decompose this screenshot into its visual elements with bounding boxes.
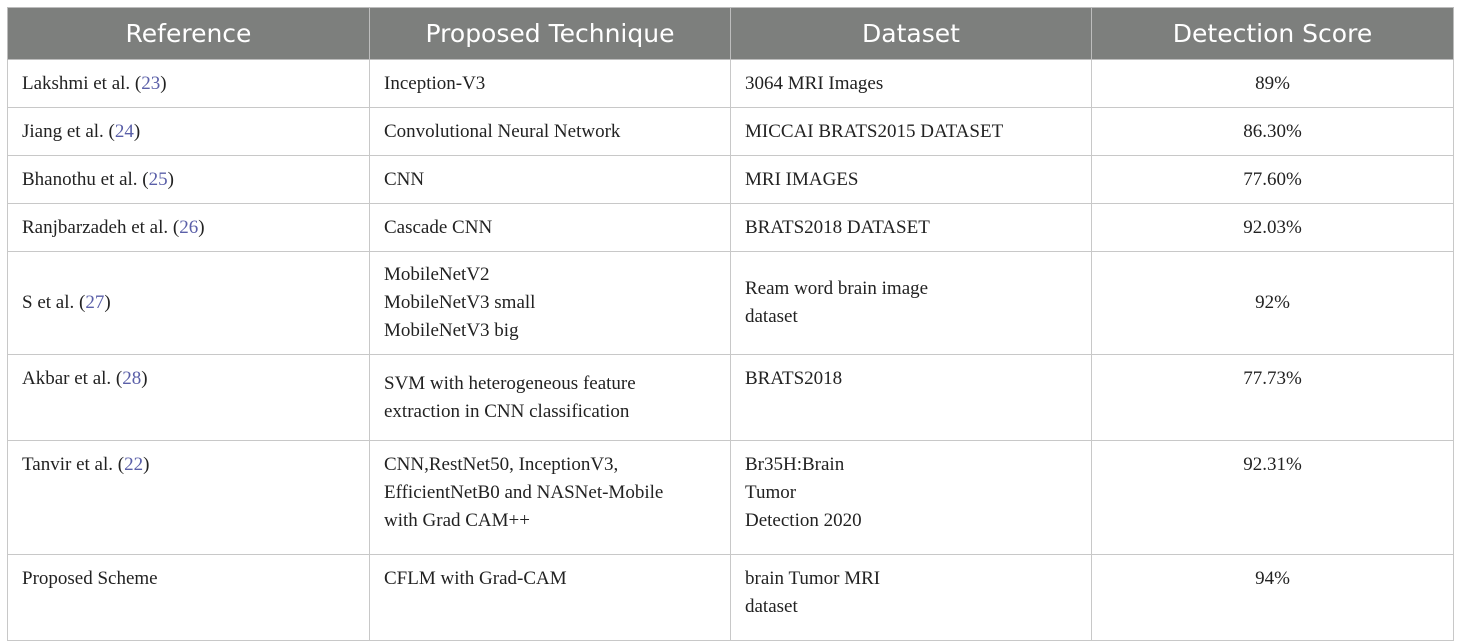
score-cell: 92.31%: [1092, 441, 1454, 555]
dataset-line: Ream word brain image: [745, 278, 929, 299]
score-cell: 94%: [1092, 555, 1454, 641]
reference-close: ): [160, 72, 167, 94]
citation-link[interactable]: 26: [179, 216, 199, 238]
dataset-cell: [731, 355, 1092, 441]
citation-link[interactable]: 27: [85, 292, 105, 313]
table-row: [8, 60, 1454, 108]
technique-cell: [370, 555, 731, 641]
citation-link[interactable]: 22: [124, 454, 144, 475]
dataset-line: 3064 MRI Images: [745, 72, 884, 94]
dataset-line: brain Tumor MRI: [745, 568, 881, 589]
score-cell: 92%: [1092, 252, 1454, 355]
header-reference: Reference: [8, 8, 370, 60]
technique-line: Inception-V3: [384, 72, 486, 94]
reference-name: Bhanothu et al. (: [22, 168, 149, 190]
reference-name: Lakshmi et al. (: [22, 72, 142, 94]
reference-cell: [8, 60, 370, 108]
dataset-line: dataset: [745, 306, 798, 327]
technique-cell: [370, 204, 731, 252]
table-row: [8, 156, 1454, 204]
dataset-cell: [731, 555, 1092, 641]
header-dataset: Dataset: [731, 8, 1092, 60]
score-cell: 77.73%: [1092, 355, 1454, 441]
reference-close: ): [167, 168, 174, 190]
technique-line: CNN,RestNet50, InceptionV3,: [384, 454, 619, 475]
technique-cell: [370, 156, 731, 204]
dataset-line: Detection 2020: [745, 510, 862, 531]
dataset-line: MRI IMAGES: [745, 168, 859, 190]
dataset-line: Br35H:Brain: [745, 454, 845, 475]
technique-line: MobileNetV3 big: [384, 320, 519, 341]
dataset-cell: [731, 252, 1092, 355]
dataset-cell: [731, 60, 1092, 108]
technique-line: Convolutional Neural Network: [384, 120, 621, 142]
reference-cell: [8, 555, 370, 641]
reference-close: ): [133, 120, 141, 142]
technique-cell: [370, 60, 731, 108]
reference-close: ): [143, 454, 150, 475]
dataset-line: BRATS2018: [745, 368, 843, 389]
reference-close: ): [198, 216, 205, 238]
reference-close: ): [141, 368, 148, 389]
header-row: [8, 8, 1454, 60]
table-row: [8, 252, 1454, 355]
technique-line: extraction in CNN classification: [384, 400, 630, 422]
technique-cell: [370, 108, 731, 156]
header-proposed-technique: Proposed Technique: [370, 8, 731, 60]
citation-link[interactable]: 28: [122, 368, 142, 389]
table-row: [8, 108, 1454, 156]
dataset-line: dataset: [745, 596, 798, 617]
reference-cell: [8, 204, 370, 252]
comparison-table: [7, 7, 1454, 641]
reference-name: Jiang et al. (: [22, 120, 115, 142]
technique-line: SVM with heterogeneous feature: [384, 372, 636, 394]
citation-link[interactable]: 24: [114, 120, 134, 142]
reference-name: Tanvir et al. (: [22, 454, 125, 475]
table-row: [8, 355, 1454, 441]
technique-line: with Grad CAM++: [384, 510, 530, 531]
technique-cell: [370, 441, 731, 555]
table-row: [8, 204, 1454, 252]
technique-cell: [370, 355, 731, 441]
technique-line: MobileNetV3 small: [384, 292, 536, 313]
reference-close: ): [104, 292, 111, 313]
header-detection-score: Detection Score: [1092, 8, 1454, 60]
score-cell: 86.30%: [1092, 108, 1454, 156]
dataset-cell: [731, 108, 1092, 156]
reference-cell: [8, 252, 370, 355]
comparison-table-container: [7, 7, 1453, 641]
technique-line: MobileNetV2: [384, 264, 490, 285]
score-cell: 89%: [1092, 60, 1454, 108]
table-header: [8, 8, 1454, 60]
reference-name: Proposed Scheme: [22, 568, 158, 589]
dataset-cell: [731, 156, 1092, 204]
score-cell: 92.03%: [1092, 204, 1454, 252]
table-row: [8, 555, 1454, 641]
technique-line: EfficientNetB0 and NASNet-Mobile: [384, 482, 664, 503]
reference-cell: [8, 355, 370, 441]
citation-link[interactable]: 23: [141, 72, 161, 94]
citation-link[interactable]: 25: [148, 168, 168, 190]
reference-cell: [8, 156, 370, 204]
dataset-cell: [731, 441, 1092, 555]
reference-cell: [8, 441, 370, 555]
reference-name: Ranjbarzadeh et al. (: [22, 216, 180, 238]
technique-cell: [370, 252, 731, 355]
reference-cell: [8, 108, 370, 156]
technique-line: CNN: [384, 168, 425, 190]
reference-name: S et al. (: [22, 292, 86, 313]
table-row: [8, 441, 1454, 555]
score-cell: 77.60%: [1092, 156, 1454, 204]
technique-line: CFLM with Grad-CAM: [384, 568, 567, 589]
reference-name: Akbar et al. (: [22, 368, 123, 389]
technique-line: Cascade CNN: [384, 216, 493, 238]
dataset-cell: [731, 204, 1092, 252]
dataset-line: Tumor: [745, 482, 797, 503]
dataset-line: BRATS2018 DATASET: [745, 216, 930, 238]
dataset-line: MICCAI BRATS2015 DATASET: [745, 120, 1004, 142]
table-body: [8, 60, 1454, 641]
